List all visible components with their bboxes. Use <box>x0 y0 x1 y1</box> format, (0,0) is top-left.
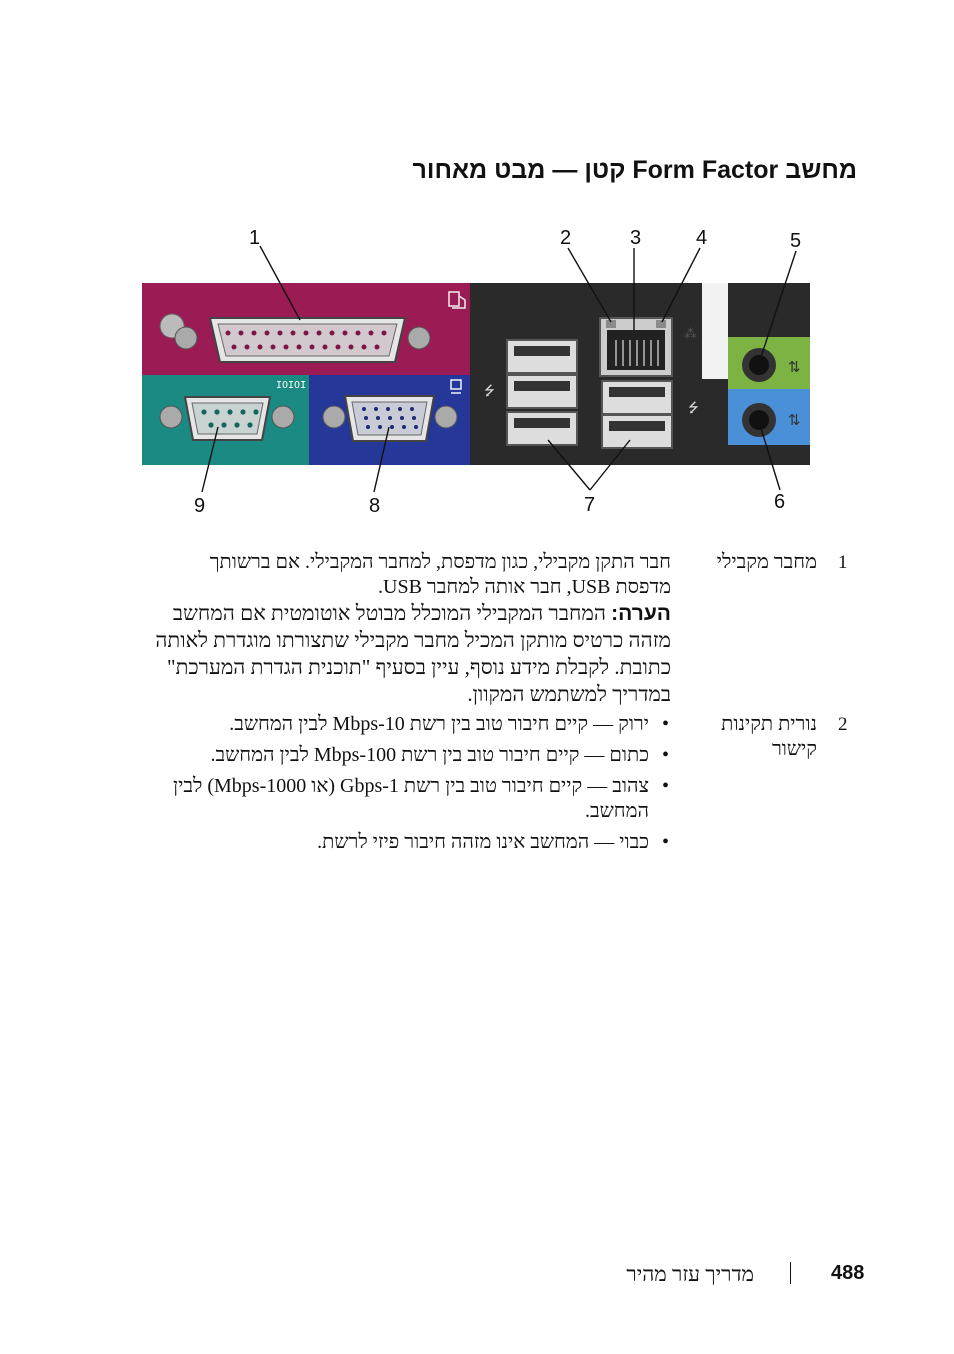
callout-4: 4 <box>696 227 708 249</box>
activity-light <box>656 320 666 328</box>
page-title: מחשב Form Factor קטן — מבט מאחור <box>412 156 857 184</box>
line-in-icon: ⇅ <box>788 411 801 429</box>
row-description: חבר התקן מקבילי, כגון מדפסת, למחבר המקבילי. אם ברשותך מדפסת USB, חבר אותה למחבר USB. <box>209 551 671 598</box>
usb-icon: ⭍ <box>484 384 495 399</box>
callout-1: 1 <box>249 227 261 249</box>
callout-2: 2 <box>560 227 572 249</box>
usb-ports-right <box>602 381 672 448</box>
row-number: 2 <box>838 714 848 735</box>
note-label: הערה: <box>611 602 671 625</box>
page-number: 488 <box>831 1262 865 1284</box>
serial-icon: IOIOI <box>276 380 307 391</box>
bullet: • <box>661 713 669 735</box>
row-label: נורית תקינות קישור <box>721 713 817 760</box>
callout-3: 3 <box>630 227 642 249</box>
bullet: • <box>661 775 669 797</box>
bullet: • <box>661 744 669 766</box>
list-item: • כבוי — המחשב אינו מזהה חיבור פיזי לרשת. <box>317 831 669 853</box>
back-panel-illustration <box>0 0 954 540</box>
usb-ports-left <box>507 340 577 445</box>
callout-6: 6 <box>774 491 786 513</box>
note-block <box>151 600 671 708</box>
callout-7: 7 <box>584 494 596 516</box>
bullet: • <box>661 831 669 853</box>
network-jack <box>600 318 672 376</box>
callout-9: 9 <box>194 495 206 517</box>
footer-divider <box>790 1262 791 1284</box>
list-item: • צהוב — קיים חיבור טוב בין רשת 1-Gbps (או 1000-Mbps) לבין המחשב. <box>172 775 669 822</box>
network-icon: ⁂ <box>684 327 697 342</box>
list-item: • ירוק — קיים חיבור טוב בין רשת 10-Mbps לבין המחשב. <box>229 713 669 735</box>
row-label: מחבר מקבילי <box>716 551 817 573</box>
callout-8: 8 <box>369 495 381 517</box>
link-light-list <box>151 712 671 861</box>
svg-text:⭍: ⭍ <box>688 401 699 416</box>
callout-5: 5 <box>790 230 802 252</box>
row-number: 1 <box>838 552 848 573</box>
headphone-icon: ⇅ <box>788 358 801 376</box>
footer-title: מדריך עזר מהיר <box>626 1262 754 1286</box>
list-item: • כתום — קיים חיבור טוב בין רשת 100-Mbps לבין המחשב. <box>210 744 669 766</box>
note-text: המחבר המקבילי המוכלל מבוטל אוטומטית אם המחשב מזהה כרטיס מותקן המכיל מחבר מקבילי שתצורתו מוגדרת לאותה כתובת. לקבלת מידע נוסף, עיין בסעיף "תוכנית הגדרת המערכת" במדריך למשתמש המקוון. <box>155 601 671 706</box>
